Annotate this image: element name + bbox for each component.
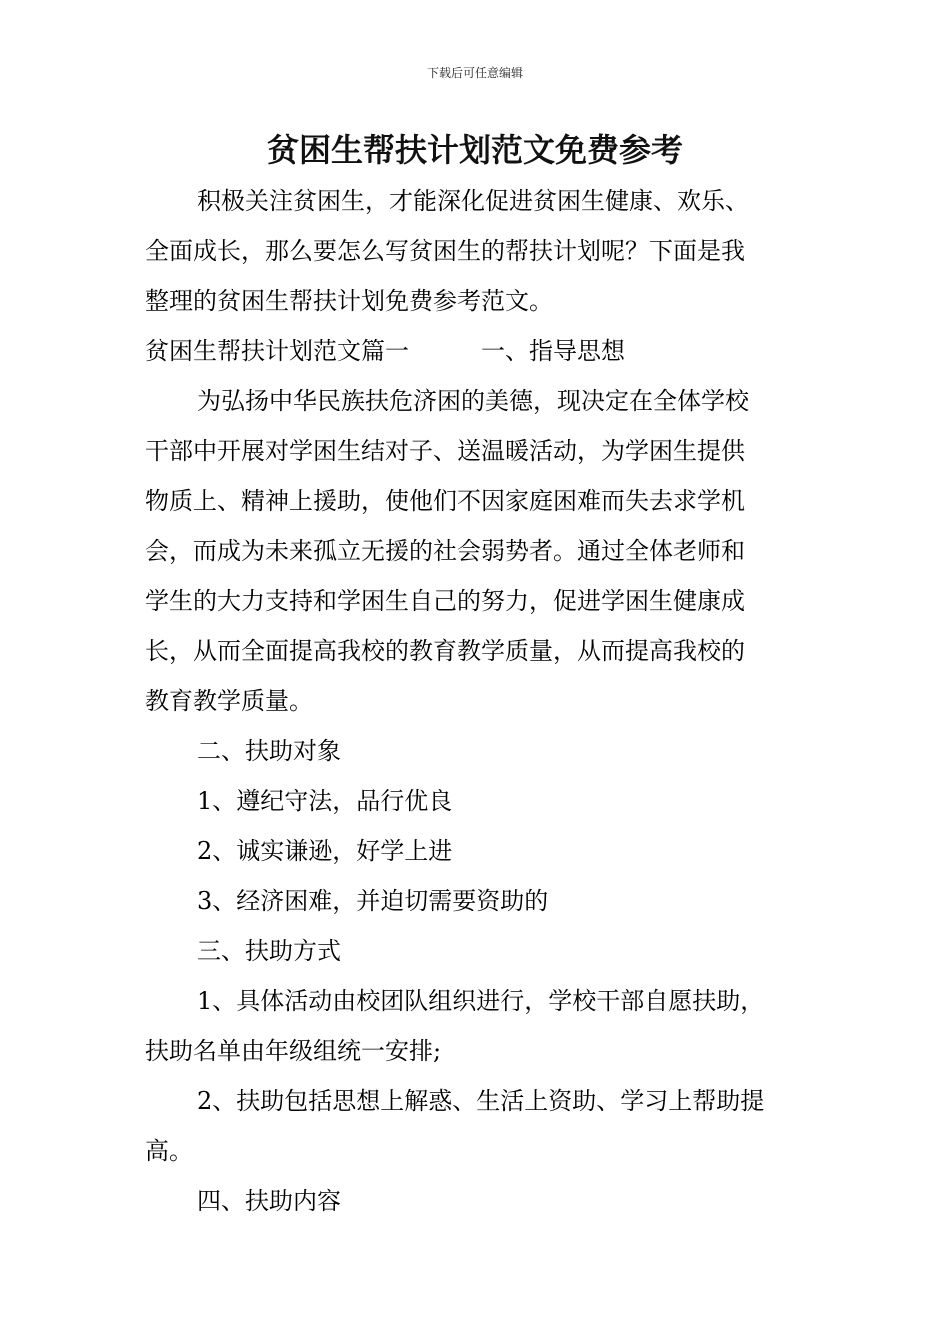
target-item-2: 2、诚实谦逊，好学上进 [197, 837, 453, 865]
section-heading-line: 贫困生帮扶计划范文篇一 一、指导思想 [145, 337, 625, 365]
guide-line-3: 物质上、精神上援助，使他们不因家庭困难而失去求学机 [145, 487, 745, 515]
guide-line-6: 长，从而全面提高我校的教育教学质量，从而提高我校的 [145, 637, 745, 665]
guide-line-1: 为弘扬中华民族扶危济困的美德，现决定在全体学校 [197, 387, 749, 415]
method-2-line-1: 2、扶助包括思想上解惑、生活上资助、学习上帮助提 [197, 1087, 765, 1115]
target-item-1: 1、遵纪守法，品行优良 [197, 787, 453, 815]
document-title: 贫困生帮扶计划范文免费参考 [266, 131, 683, 169]
page-header-note: 下载后可任意编辑 [426, 66, 523, 80]
document-body [145, 176, 810, 1226]
intro-line-1: 积极关注贫困生，才能深化促进贫困生健康、欢乐、 [197, 187, 749, 215]
heading-support-methods: 三、扶助方式 [197, 937, 341, 965]
guide-line-2: 干部中开展对学困生结对子、送温暖活动，为学困生提供 [145, 437, 745, 465]
heading-support-targets: 二、扶助对象 [197, 737, 341, 765]
intro-line-2: 全面成长，那么要怎么写贫困生的帮扶计划呢？下面是我 [145, 237, 745, 265]
method-2-line-2: 高。 [145, 1137, 193, 1165]
method-1-line-2: 扶助名单由年级组统一安排; [145, 1037, 442, 1065]
target-item-3: 3、经济困难，并迫切需要资助的 [197, 887, 549, 915]
guide-line-4: 会，而成为未来孤立无援的社会弱势者。通过全体老师和 [145, 537, 745, 565]
method-1-line-1: 1、具体活动由校团队组织进行，学校干部自愿扶助， [197, 987, 765, 1015]
intro-line-3: 整理的贫困生帮扶计划免费参考范文。 [145, 287, 553, 315]
heading-support-content: 四、扶助内容 [197, 1187, 341, 1215]
guide-line-5: 学生的大力支持和学困生自己的努力，促进学困生健康成 [145, 587, 745, 615]
guide-line-7: 教育教学质量。 [145, 687, 313, 715]
